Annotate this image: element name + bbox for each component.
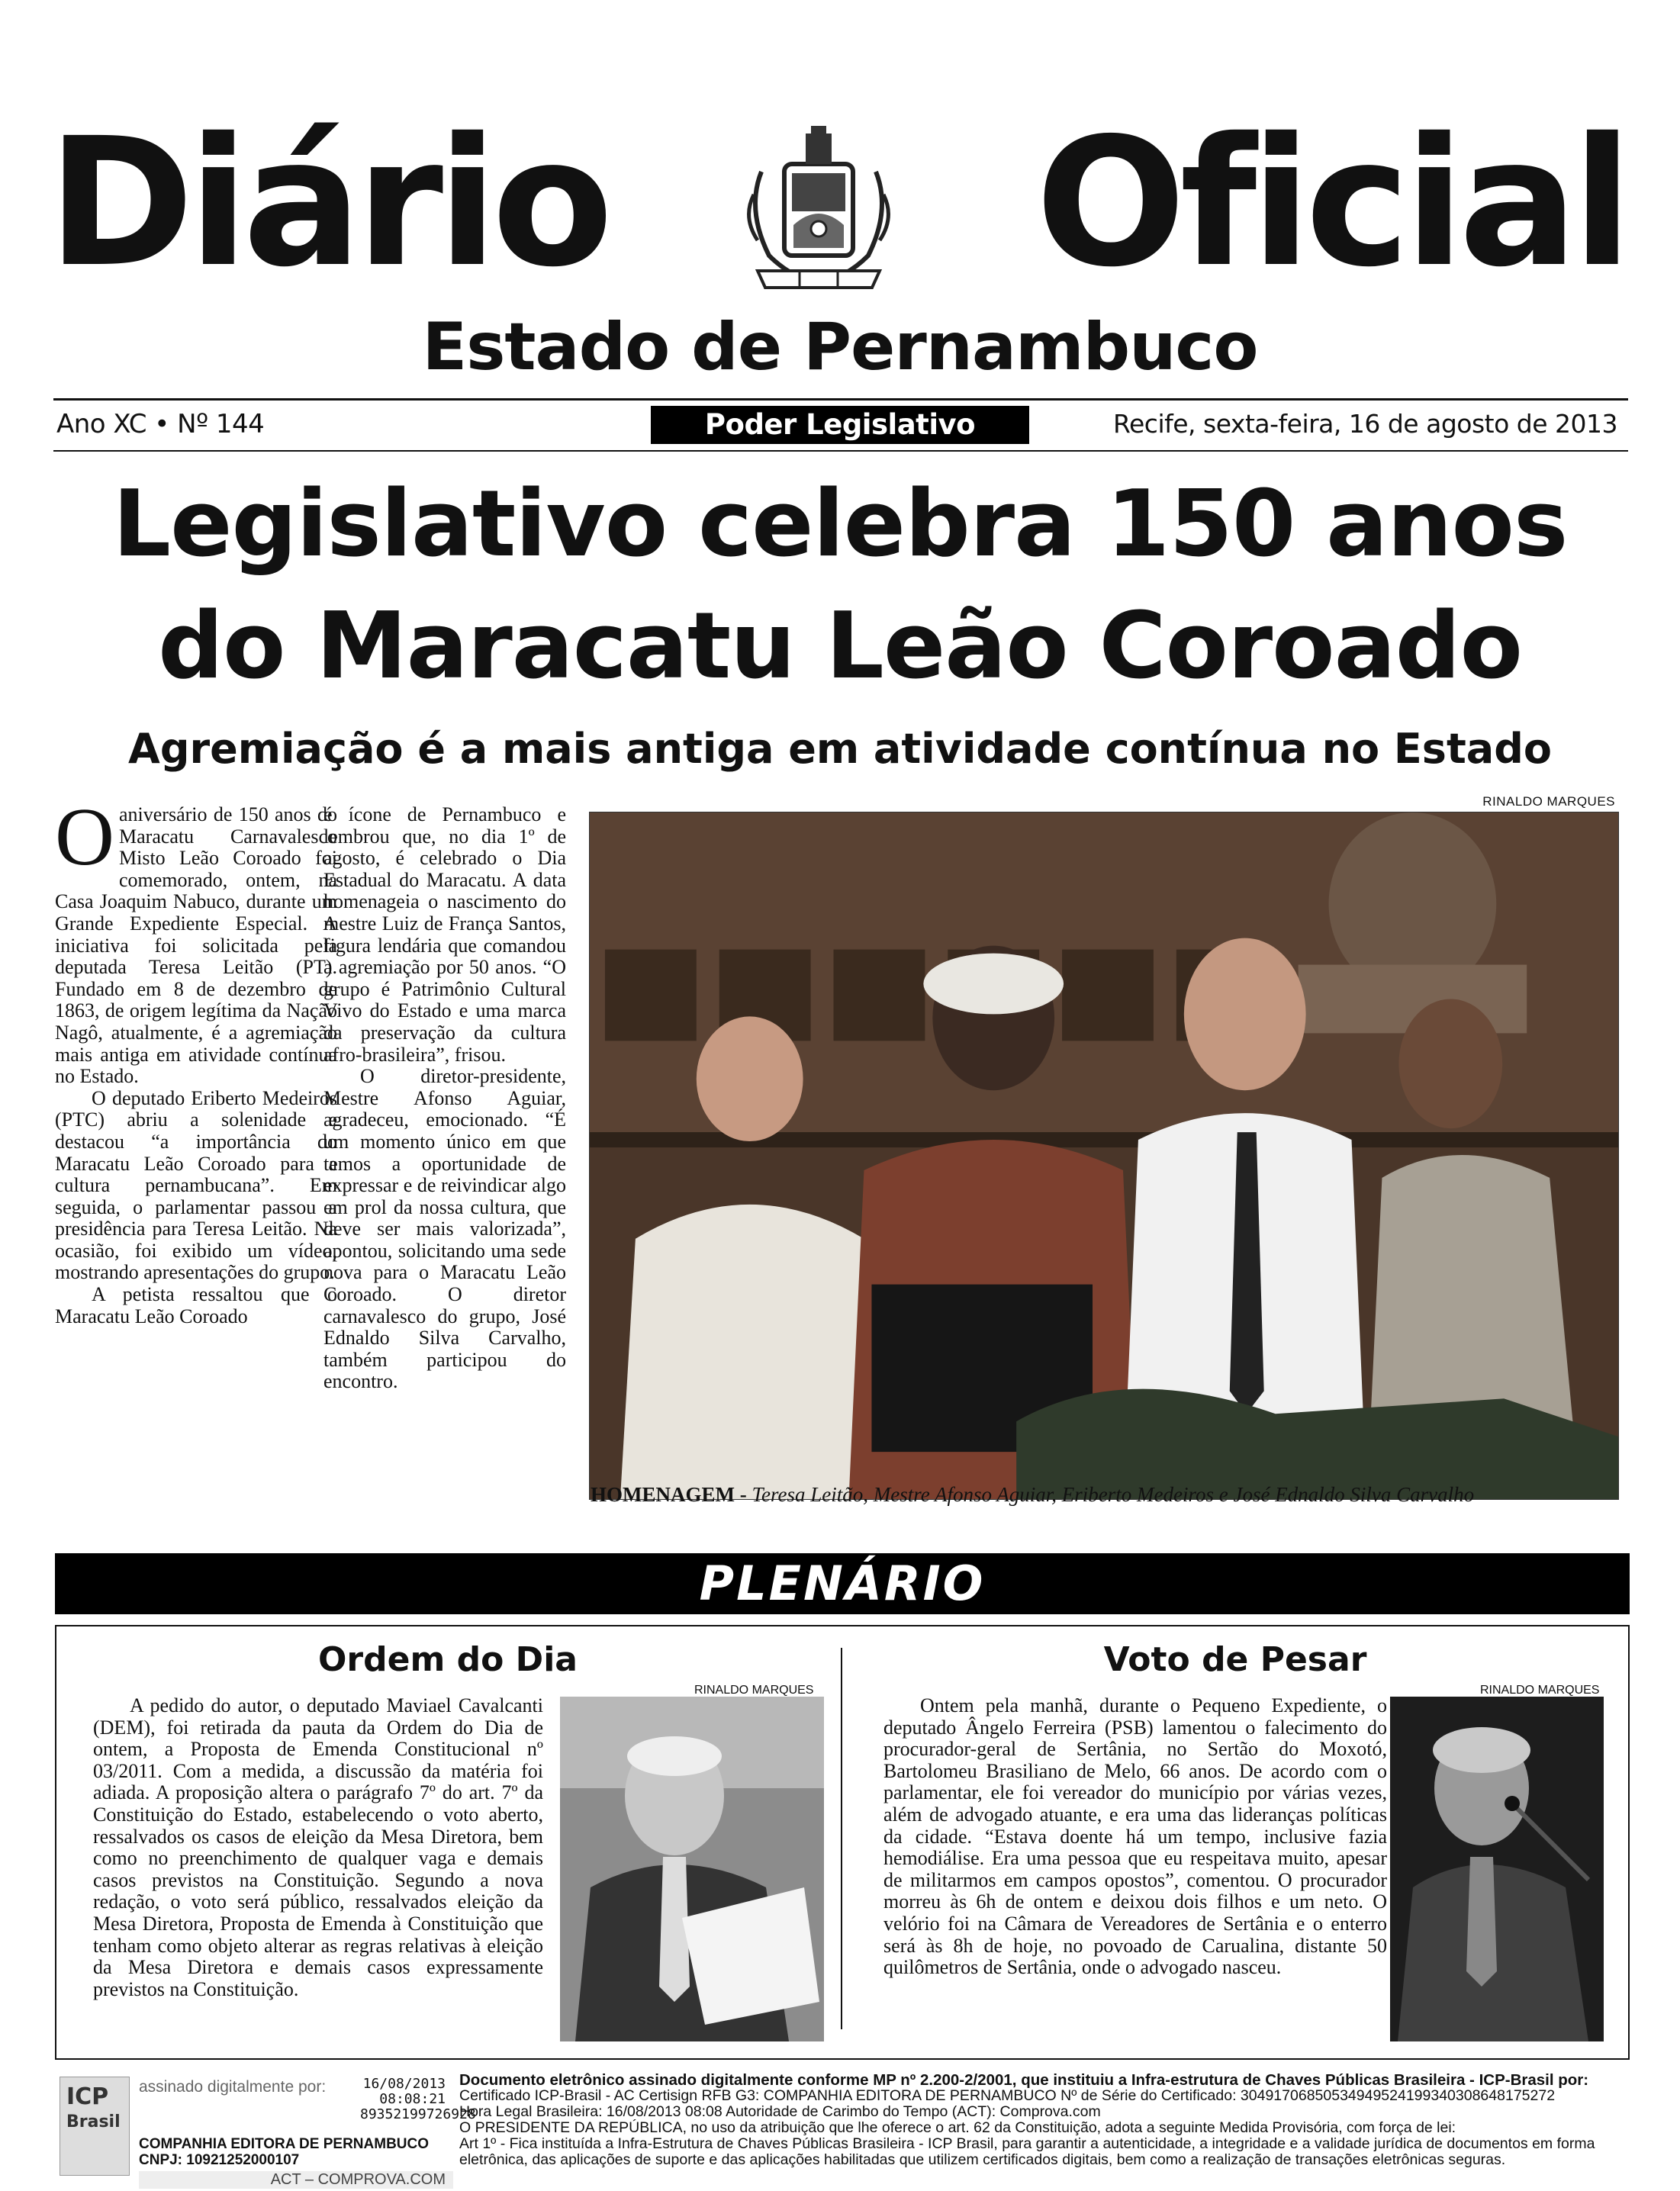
voto-de-pesar-text <box>883 1695 1387 1979</box>
plenario-section-bar: PLENÁRIO <box>55 1553 1630 1614</box>
article-paragraph: Oaniversário de 150 anos do Maracatu Carnavalesco Misto Leão Coroado foi comemorado, ontem, na Casa Joaquim Nabuco, durante um Grande Expediente Especial. A iniciativa foi solicitada pela deputada Teresa Leitão (PT). Fundado em 8 de dezembro de 1863, de origem legítima da Nação Nagô, atualmente, é a agremiação mais antiga em atividade contínua no Estado. <box>55 792 337 1088</box>
signature-notice-line: Art 1º - Fica instituída a Infra-Estrutura de Chaves Públicas Brasileira - ICP Brasil, para garantir a autenticidade, a integridade e a validade jurídica de documentos em forma eletrônica, das aplicações de suporte e das aplicações habilitadas que utilizem certificados digitais, bem como a realização de transações eletrônicas seguras. <box>459 2135 1595 2168</box>
dateline: Recife, sexta-feira, 16 de agosto de 2013 <box>1113 409 1617 439</box>
signature-notice-line: Hora Legal Brasileira: 16/08/2013 08:08 Autoridade de Carimbo do Tempo (ACT): Comprova.com <box>459 2103 1101 2120</box>
certificate-cnpj: CNPJ: 10921252000107 <box>139 2152 300 2168</box>
photo-credit-left: RINALDO MARQUES <box>694 1684 814 1697</box>
drop-cap: O <box>55 792 114 883</box>
main-subhead: Agremiação é a mais antiga em atividade contínua no Estado <box>128 725 1552 773</box>
section-label: Poder Legislativo <box>651 406 1029 444</box>
article-paragraph: A pedido do autor, o deputado Maviael Cavalcanti (DEM), foi retirada da pauta da Ordem do Dia de ontem, a Proposta de Emenda Constitucional nº 03/2011. Com a medida, a discussão da matéria foi adiada. A proposição altera o parágrafo 7º do art. 7º da Constituição do Estado, estabelecendo o voto aberto, ressalvados os casos de eleição da Mesa Diretora, bem como no preenchimento de qualquer vaga e demais casos previstos na Constituição. Segundo a nova redação, o voto será público, ressalvados eleição da Mesa Diretora, Proposta de Emenda à Constituição que tenham como objeto alterar as regras relativas à eleição da Mesa Diretora e demais casos expressamente previstos na Constituição. <box>93 1694 543 2000</box>
plenario-column-divider <box>841 1648 842 2029</box>
icp-brasil-logo-icon <box>60 2077 130 2176</box>
masthead-rule-top <box>53 398 1628 401</box>
photo-maviael-cavalcanti <box>560 1697 824 2041</box>
article-column-1 <box>55 792 337 1327</box>
masthead-subtitle: Estado de Pernambuco <box>422 309 1258 385</box>
digital-signature-notice <box>459 2072 1634 2168</box>
certificate-company-name: COMPANHIA EDITORA DE PERNAMBUCO <box>139 2136 430 2152</box>
masthead-title-right: Oficial <box>1035 100 1627 306</box>
signature-notice-title: Documento eletrônico assinado digitalmente conforme MP nº 2.200-2/2001, que instituiu a Infra-estrutura de Chaves Públicas Brasileira - ICP-Brasil por: <box>459 2071 1589 2089</box>
article-paragraph: O deputado Eriberto Medeiros (PTC) abriu a solenidade e destacou “a importância do Maracatu Leão Coroado para a cultura pernambucana”. Em seguida, o parlamentar passou a presidência para Teresa Leitão. Na ocasião, foi exibido um vídeo, mostrando apresentações do grupo. <box>55 1086 337 1284</box>
state-coat-of-arms-icon <box>739 126 899 294</box>
certificate-label: assinado digitalmente por: <box>139 2078 327 2096</box>
caption-label: HOMENAGEM - <box>591 1483 747 1506</box>
voto-de-pesar-title: Voto de Pesar <box>1103 1640 1367 1679</box>
photo-credit: RINALDO MARQUES <box>1482 794 1615 809</box>
headline-line-1: Legislativo celebra 150 anos <box>112 471 1568 578</box>
article-column-2 <box>323 804 566 1393</box>
article-paragraph: A petista ressaltou que o Maracatu Leão Coroado <box>55 1283 337 1327</box>
ordem-do-dia-title: Ordem do Dia <box>318 1640 578 1679</box>
masthead-title-left: Diário <box>47 100 607 306</box>
icp-logo-bottom: Brasil <box>66 2112 121 2131</box>
signature-notice-line: Certificado ICP-Brasil - AC Certisign RFB G3: COMPANHIA EDITORA DE PERNAMBUCO Nº de Série do Certificado: 304917068505349495241993403086481752​72 <box>459 2087 1556 2104</box>
certificate-time: 08:08:21 <box>379 2091 446 2107</box>
photo-credit-right: RINALDO MARQUES <box>1480 1684 1600 1697</box>
ordem-do-dia-text <box>93 1695 543 2000</box>
article-paragraph: é ícone de Pernambuco e lembrou que, no dia 1º de agosto, é celebrado o Dia Estadual do Maracatu. A data homenageia o nascimento do mestre Luiz de França Santos, figura lendária que comandou a agremiação por 50 anos. “O grupo é Patrimônio Cultural Vivo do Estado e uma marca da preservação da cultura afro-brasileira”, frisou. <box>323 803 566 1066</box>
signature-notice-line: O PRESIDENTE DA REPÚBLICA, no uso da atribuição que lhe oferece o art. 62 da Constituição, adota a seguinte Medida Provisória, com força de lei: <box>459 2119 1456 2136</box>
caption-text: Teresa Leitão, Mestre Afonso Aguiar, Eriberto Medeiros e José Ednaldo Silva Carvalho <box>746 1483 1475 1506</box>
certificate-timestamp <box>360 2076 476 2122</box>
article-paragraph: O diretor-presidente, Mestre Afonso Aguiar, agradeceu, emocionado. “É um momento único em que temos a oportunidade de expressar e de reivindicar algo em prol da nossa cultura, que deve ser mais valorizada”, apontou, solicitando uma sede nova para o Maracatu Leão Coroado. O diretor carnavalesco do grupo, José Ednaldo Silva Carvalho, também participou do encontro. <box>323 1065 566 1393</box>
edition-number: Ano XC • Nº 144 <box>56 409 265 439</box>
article-paragraph: Ontem pela manhã, durante o Pequeno Expediente, o deputado Ângelo Ferreira (PSB) lamentou o falecimento do procurador-geral de Sertânia, no Sertão do Moxotó, Bartolomeu Brasiliano de Melo, 66 anos. De acordo com o parlamentar, ele foi vereador do município por várias vezes, além de advogado atuante, e era uma das lideranças políticas da cidade. “Estava doente há um tempo, inclusive fazia hemodiálise. Era uma pessoa que eu respeitava muito, apesar de militarmos em campos opostos”, comentou. O procurador morreu às 6h de ontem e deixou dois filhos e um neto. O velório foi na Câmara de Vereadores de Sertânia e o enterro será às 8h de hoje, no povoado de Carualina, distante 50 quilômetros de Sertânia, onde o advogado nasceu. <box>883 1694 1387 1979</box>
certificate-company <box>139 2136 429 2168</box>
photo-angelo-ferreira <box>1390 1697 1604 2041</box>
masthead-rule-bottom <box>53 450 1628 452</box>
main-photo <box>589 812 1619 1500</box>
main-headline <box>46 464 1634 708</box>
certificate-date: 16/08/2013 <box>362 2076 446 2092</box>
photo-caption <box>591 1483 1474 1507</box>
headline-line-2: do Maracatu Leão Coroado <box>158 594 1522 700</box>
certificate-serial: 89352199726928 <box>360 2106 476 2122</box>
certificate-act-footer: ACT – COMPROVA.COM <box>139 2171 453 2189</box>
icp-logo-top: ICP <box>66 2083 109 2110</box>
